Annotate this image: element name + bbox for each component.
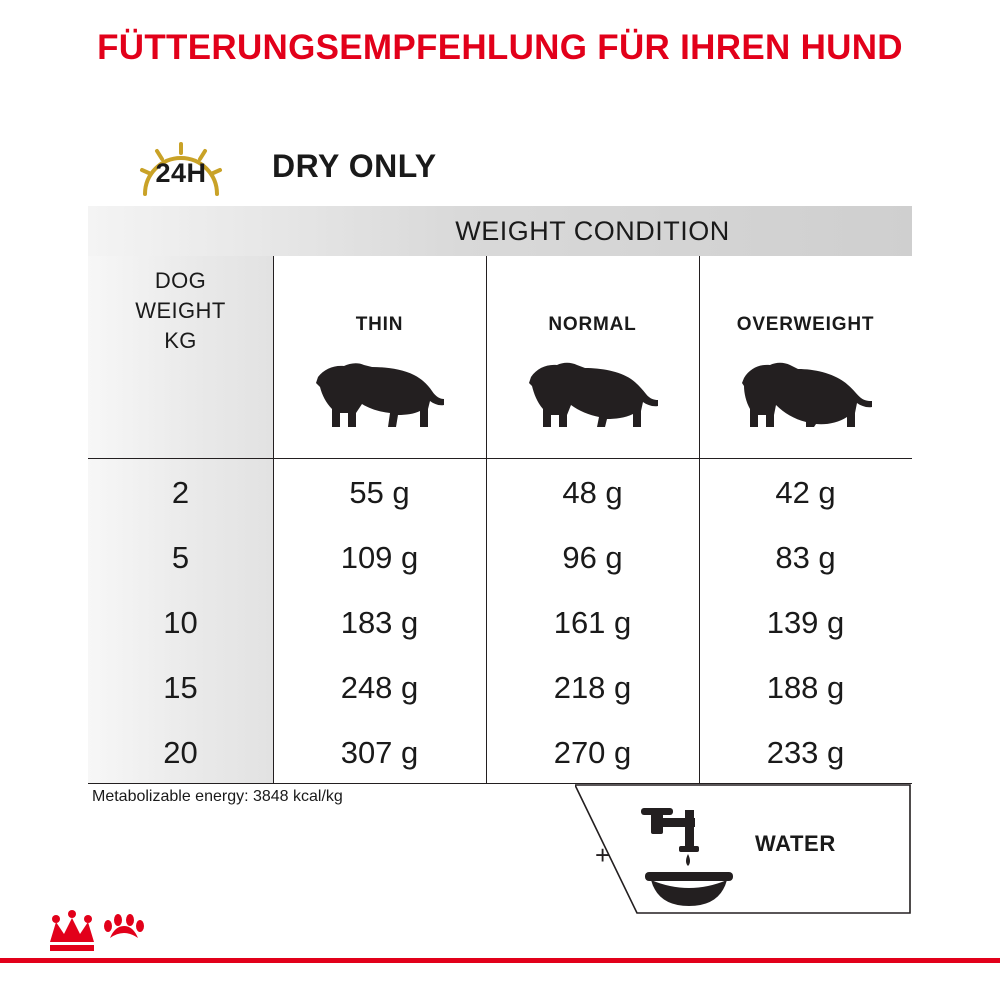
cell-weight: 5	[171, 540, 190, 575]
cell-weight: 2	[171, 475, 190, 510]
table-row	[88, 655, 912, 720]
cell-normal: 96 g	[562, 540, 623, 575]
water-label: WATER	[755, 831, 836, 856]
table-row	[88, 460, 912, 525]
condition-header-normal: NORMAL	[548, 314, 637, 335]
dog-weight-header-line-2: WEIGHT	[135, 298, 226, 323]
dog-weight-header-line-3: KG	[164, 328, 197, 353]
cell-thin: 55 g	[349, 475, 410, 510]
condition-header-overweight: OVERWEIGHT	[736, 314, 875, 335]
metabolizable-energy-note: Metabolizable energy: 3848 kcal/kg	[92, 788, 343, 805]
table-row	[88, 720, 912, 785]
weight-condition-banner	[88, 206, 912, 256]
cell-normal: 48 g	[562, 475, 623, 510]
table-row	[88, 525, 912, 590]
table-row	[88, 590, 912, 655]
duration-badge-label: 24H	[155, 158, 207, 188]
cell-weight: 20	[163, 735, 198, 770]
cell-overweight: 188 g	[766, 670, 845, 705]
header-divider	[88, 458, 912, 459]
dog-thin-icon	[273, 348, 486, 443]
feeding-table	[88, 206, 912, 784]
cell-overweight: 139 g	[766, 605, 845, 640]
cell-thin: 109 g	[340, 540, 419, 575]
table-grid	[88, 256, 912, 784]
weight-condition-banner-label: WEIGHT CONDITION	[455, 216, 730, 246]
cell-overweight: 83 g	[775, 540, 836, 575]
cell-thin: 183 g	[340, 605, 419, 640]
condition-header-thin: THIN	[355, 314, 404, 335]
cell-weight: 10	[163, 605, 198, 640]
cell-weight: 15	[163, 670, 198, 705]
cell-thin: 307 g	[340, 735, 419, 770]
dog-weight-header-line-1: DOG	[154, 268, 207, 293]
cell-normal: 218 g	[553, 670, 632, 705]
cell-normal: 270 g	[553, 735, 632, 770]
clock-24h-icon	[127, 136, 235, 198]
brand-accent-rule	[0, 958, 1000, 963]
dog-normal-icon	[486, 348, 699, 443]
water-callout	[575, 784, 915, 914]
cell-overweight: 42 g	[775, 475, 836, 510]
dog-overweight-icon	[699, 348, 912, 443]
feeding-mode-label: DRY ONLY	[272, 148, 437, 184]
svg-text:+: +	[595, 840, 611, 870]
cell-overweight: 233 g	[766, 735, 845, 770]
water-tap-bowl-icon	[589, 804, 759, 914]
cell-thin: 248 g	[340, 670, 419, 705]
cell-normal: 161 g	[553, 605, 632, 640]
royal-canin-crown-logo	[44, 908, 162, 964]
page-title: FÜTTERUNGSEMPFEHLUNG FÜR IHREN HUND	[97, 28, 903, 67]
